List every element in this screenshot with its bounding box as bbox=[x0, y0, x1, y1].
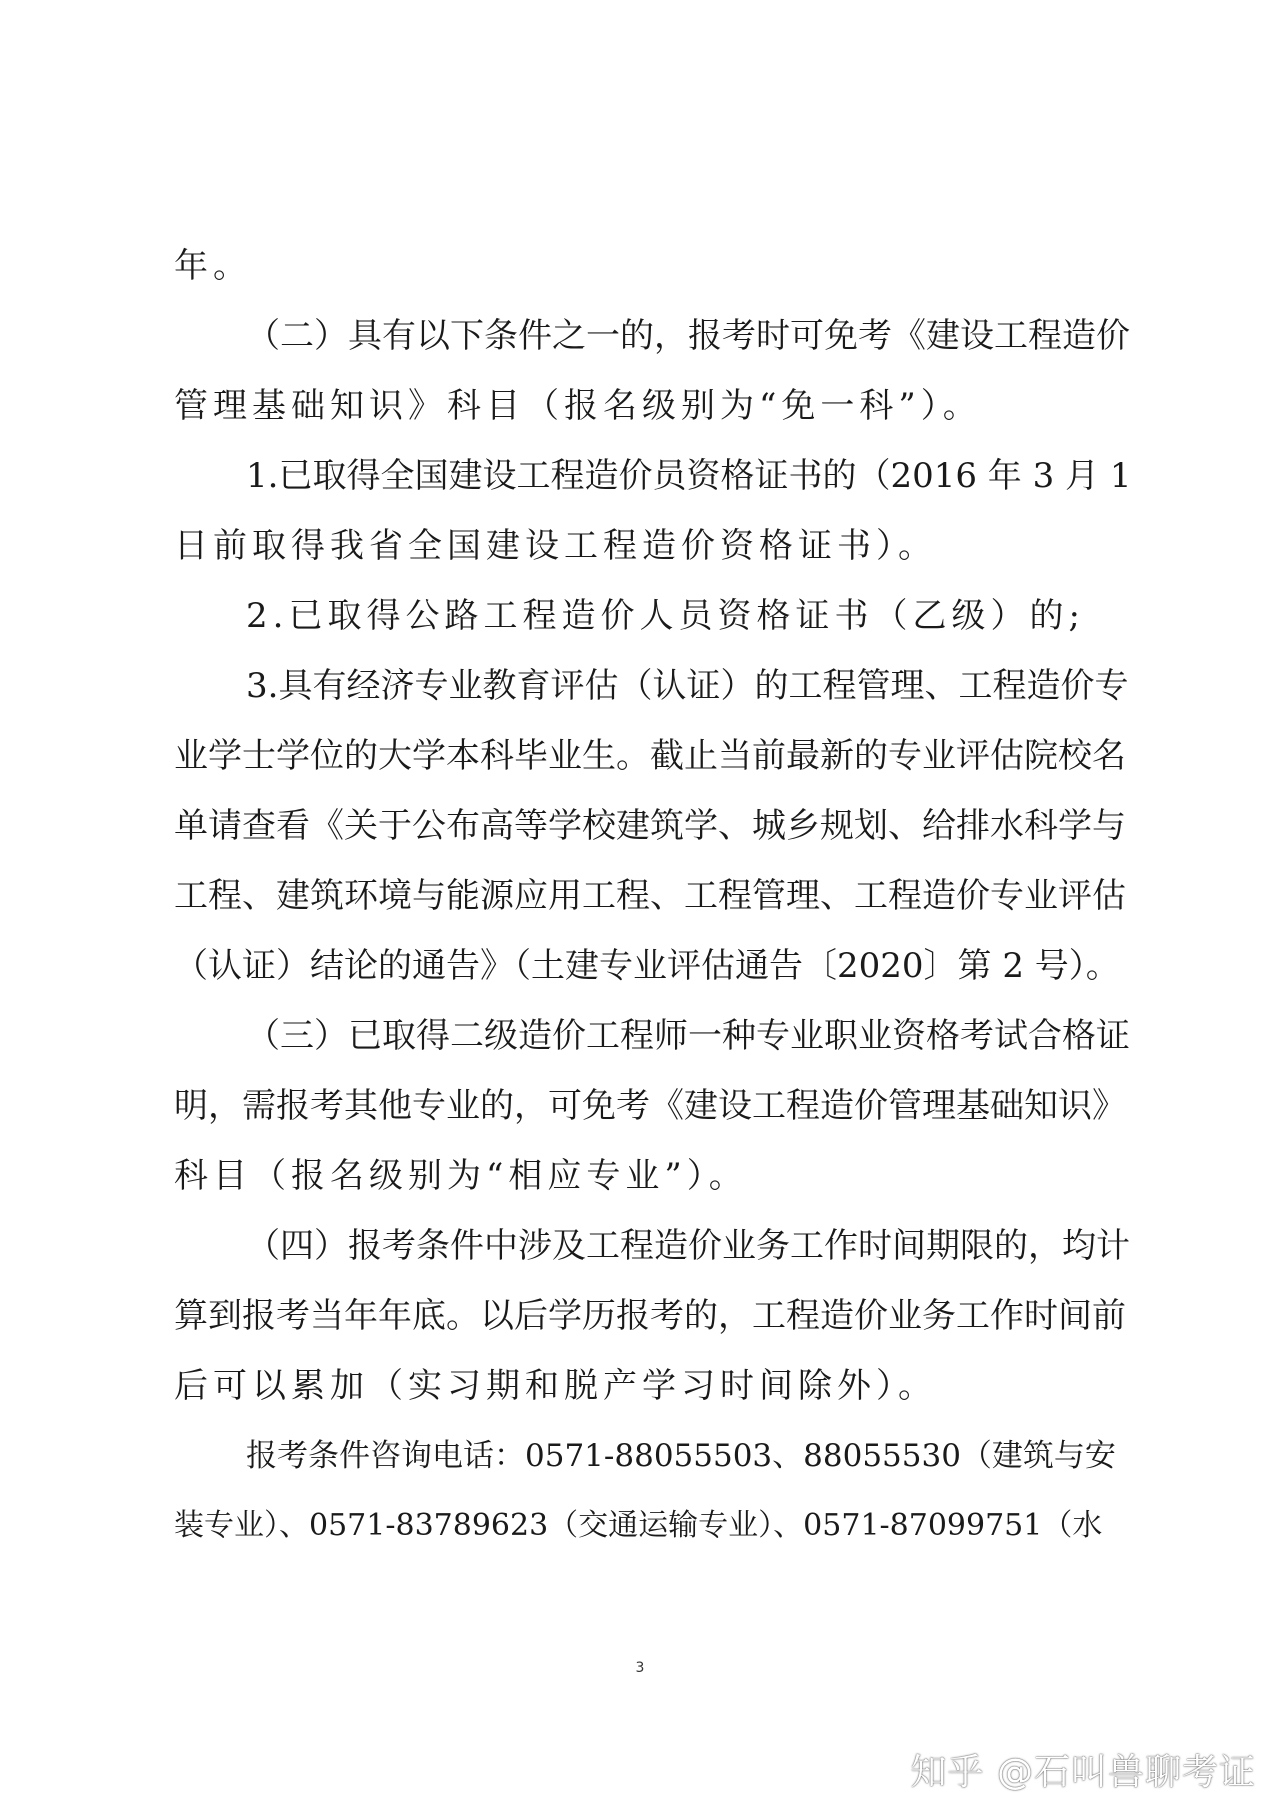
page-number: 3 bbox=[635, 1660, 645, 1676]
text-line-14: 科目（报名级别为“相应专业”）。 bbox=[174, 1156, 748, 1196]
text-line-1: 年。 bbox=[174, 246, 252, 286]
zhihu-watermark: 知乎 @石叫兽聊考证 bbox=[910, 1752, 1256, 1793]
text-line-18: 报考条件咨询电话：0571-88055503、88055530（建筑与安 bbox=[246, 1438, 1116, 1474]
text-line-2: （二）具有以下条件之一的，报考时可免考《建设工程造价 bbox=[246, 316, 1130, 356]
text-line-5: 日前取得我省全国建设工程造价资格证书）。 bbox=[174, 526, 937, 566]
text-line-16: 算到报考当年年底。以后学历报考的，工程造价业务工作时间前 bbox=[174, 1296, 1126, 1336]
text-line-17: 后可以累加（实习期和脱产学习时间除外）。 bbox=[174, 1366, 937, 1406]
text-line-6: 2.已取得公路工程造价人员资格证书（乙级）的; bbox=[246, 596, 1085, 636]
text-line-15: （四）报考条件中涉及工程造价业务工作时间期限的，均计 bbox=[246, 1226, 1130, 1266]
text-line-12: （三）已取得二级造价工程师一种专业职业资格考试合格证 bbox=[246, 1016, 1130, 1056]
text-line-10: 工程、建筑环境与能源应用工程、工程管理、工程造价专业评估 bbox=[174, 876, 1126, 916]
text-line-4: 1.已取得全国建设工程造价员资格证书的（2016 年 3 月 1 bbox=[246, 456, 1132, 496]
text-line-19: 装专业）、0571-83789623（交通运输专业）、0571-87099751（水 bbox=[174, 1508, 1103, 1543]
text-line-3: 管理基础知识》科目（报名级别为“免一科”）。 bbox=[174, 386, 982, 426]
text-line-11: （认证）结论的通告》（土建专业评估通告〔2020〕第 2 号）。 bbox=[174, 946, 1120, 986]
text-line-13: 明，需报考其他专业的，可免考《建设工程造价管理基础知识》 bbox=[174, 1086, 1126, 1126]
text-line-9: 单请查看《关于公布高等学校建筑学、城乡规划、给排水科学与 bbox=[174, 806, 1126, 846]
text-line-7: 3.具有经济专业教育评估（认证）的工程管理、工程造价专 bbox=[246, 666, 1129, 706]
text-line-8: 业学士学位的大学本科毕业生。截止当前最新的专业评估院校名 bbox=[174, 736, 1126, 776]
